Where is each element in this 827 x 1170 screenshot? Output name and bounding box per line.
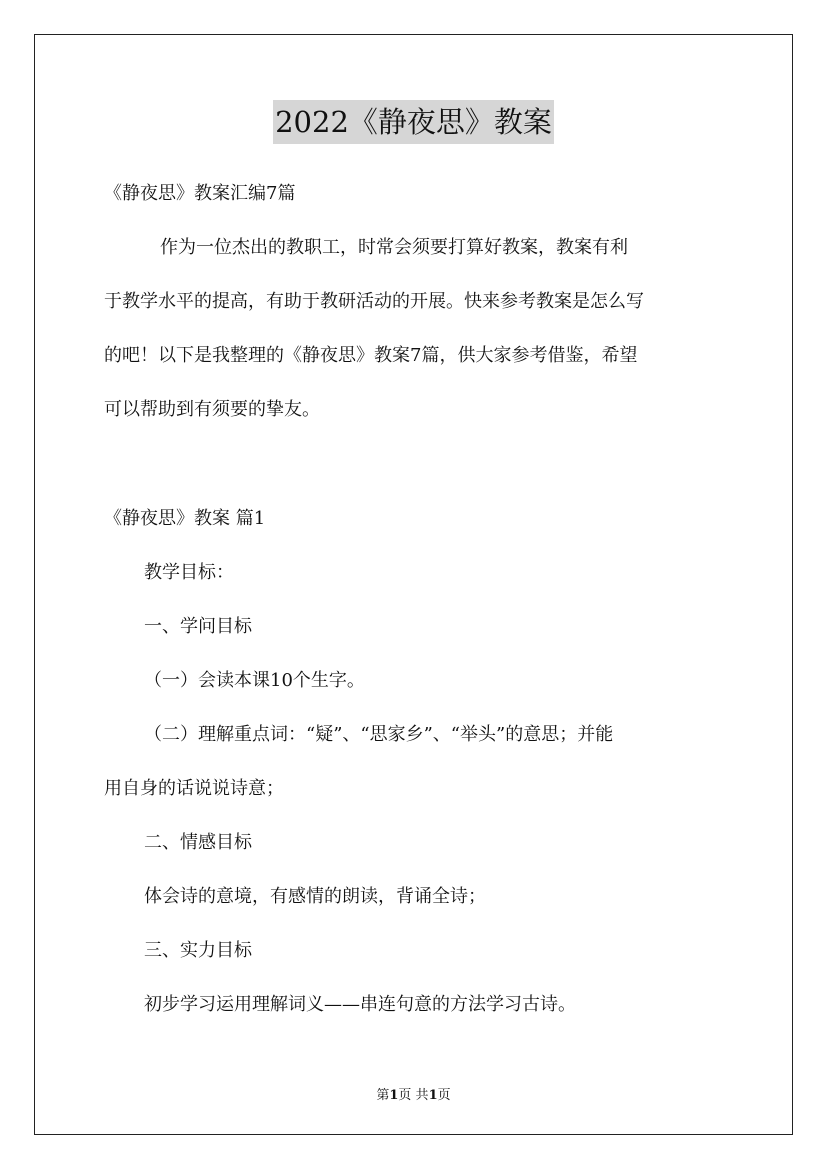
- page-footer: [0, 1084, 827, 1103]
- section-heading: 《静夜思》教案 篇1: [104, 508, 266, 529]
- footer-page-mid: 页 共: [398, 1088, 429, 1103]
- footer-page-current: 1: [389, 1088, 399, 1103]
- goals-label: 教学目标：: [144, 562, 234, 583]
- intro-line-2: 于教学水平的提高，有助于教研活动的开展。快来参考教案是怎么写: [104, 291, 644, 312]
- intro-line-4: 可以帮助到有须要的挚友。: [104, 399, 320, 420]
- knowledge-label: 一、学问目标: [144, 616, 252, 637]
- ability-label: 三、实力目标: [144, 940, 252, 961]
- knowledge-item-2-line-2: 用自身的话说说诗意；: [104, 778, 284, 799]
- document-title-container: [0, 100, 827, 144]
- emotion-label: 二、情感目标: [144, 832, 252, 853]
- footer-page-prefix: 第: [376, 1088, 390, 1103]
- footer-page-suffix: 页: [437, 1088, 451, 1103]
- intro-line-3: 的吧！以下是我整理的《静夜思》教案7篇，供大家参考借鉴，希望: [104, 345, 638, 366]
- intro-line-1: 作为一位杰出的教职工，时常会须要打算好教案，教案有利: [160, 237, 628, 258]
- knowledge-item-2-line-1: （二）理解重点词：“疑”、“思家乡”、“举头”的意思；并能: [144, 724, 614, 745]
- ability-item: 初步学习运用理解词义——串连句意的方法学习古诗。: [144, 994, 576, 1015]
- document-subtitle: 《静夜思》教案汇编7篇: [104, 183, 296, 204]
- document-title: 2022《静夜思》教案: [273, 100, 554, 144]
- emotion-item: 体会诗的意境，有感情的朗读，背诵全诗；: [144, 886, 486, 907]
- knowledge-item-1: （一）会读本课10个生字。: [144, 670, 365, 691]
- footer-page-total: 1: [428, 1088, 438, 1103]
